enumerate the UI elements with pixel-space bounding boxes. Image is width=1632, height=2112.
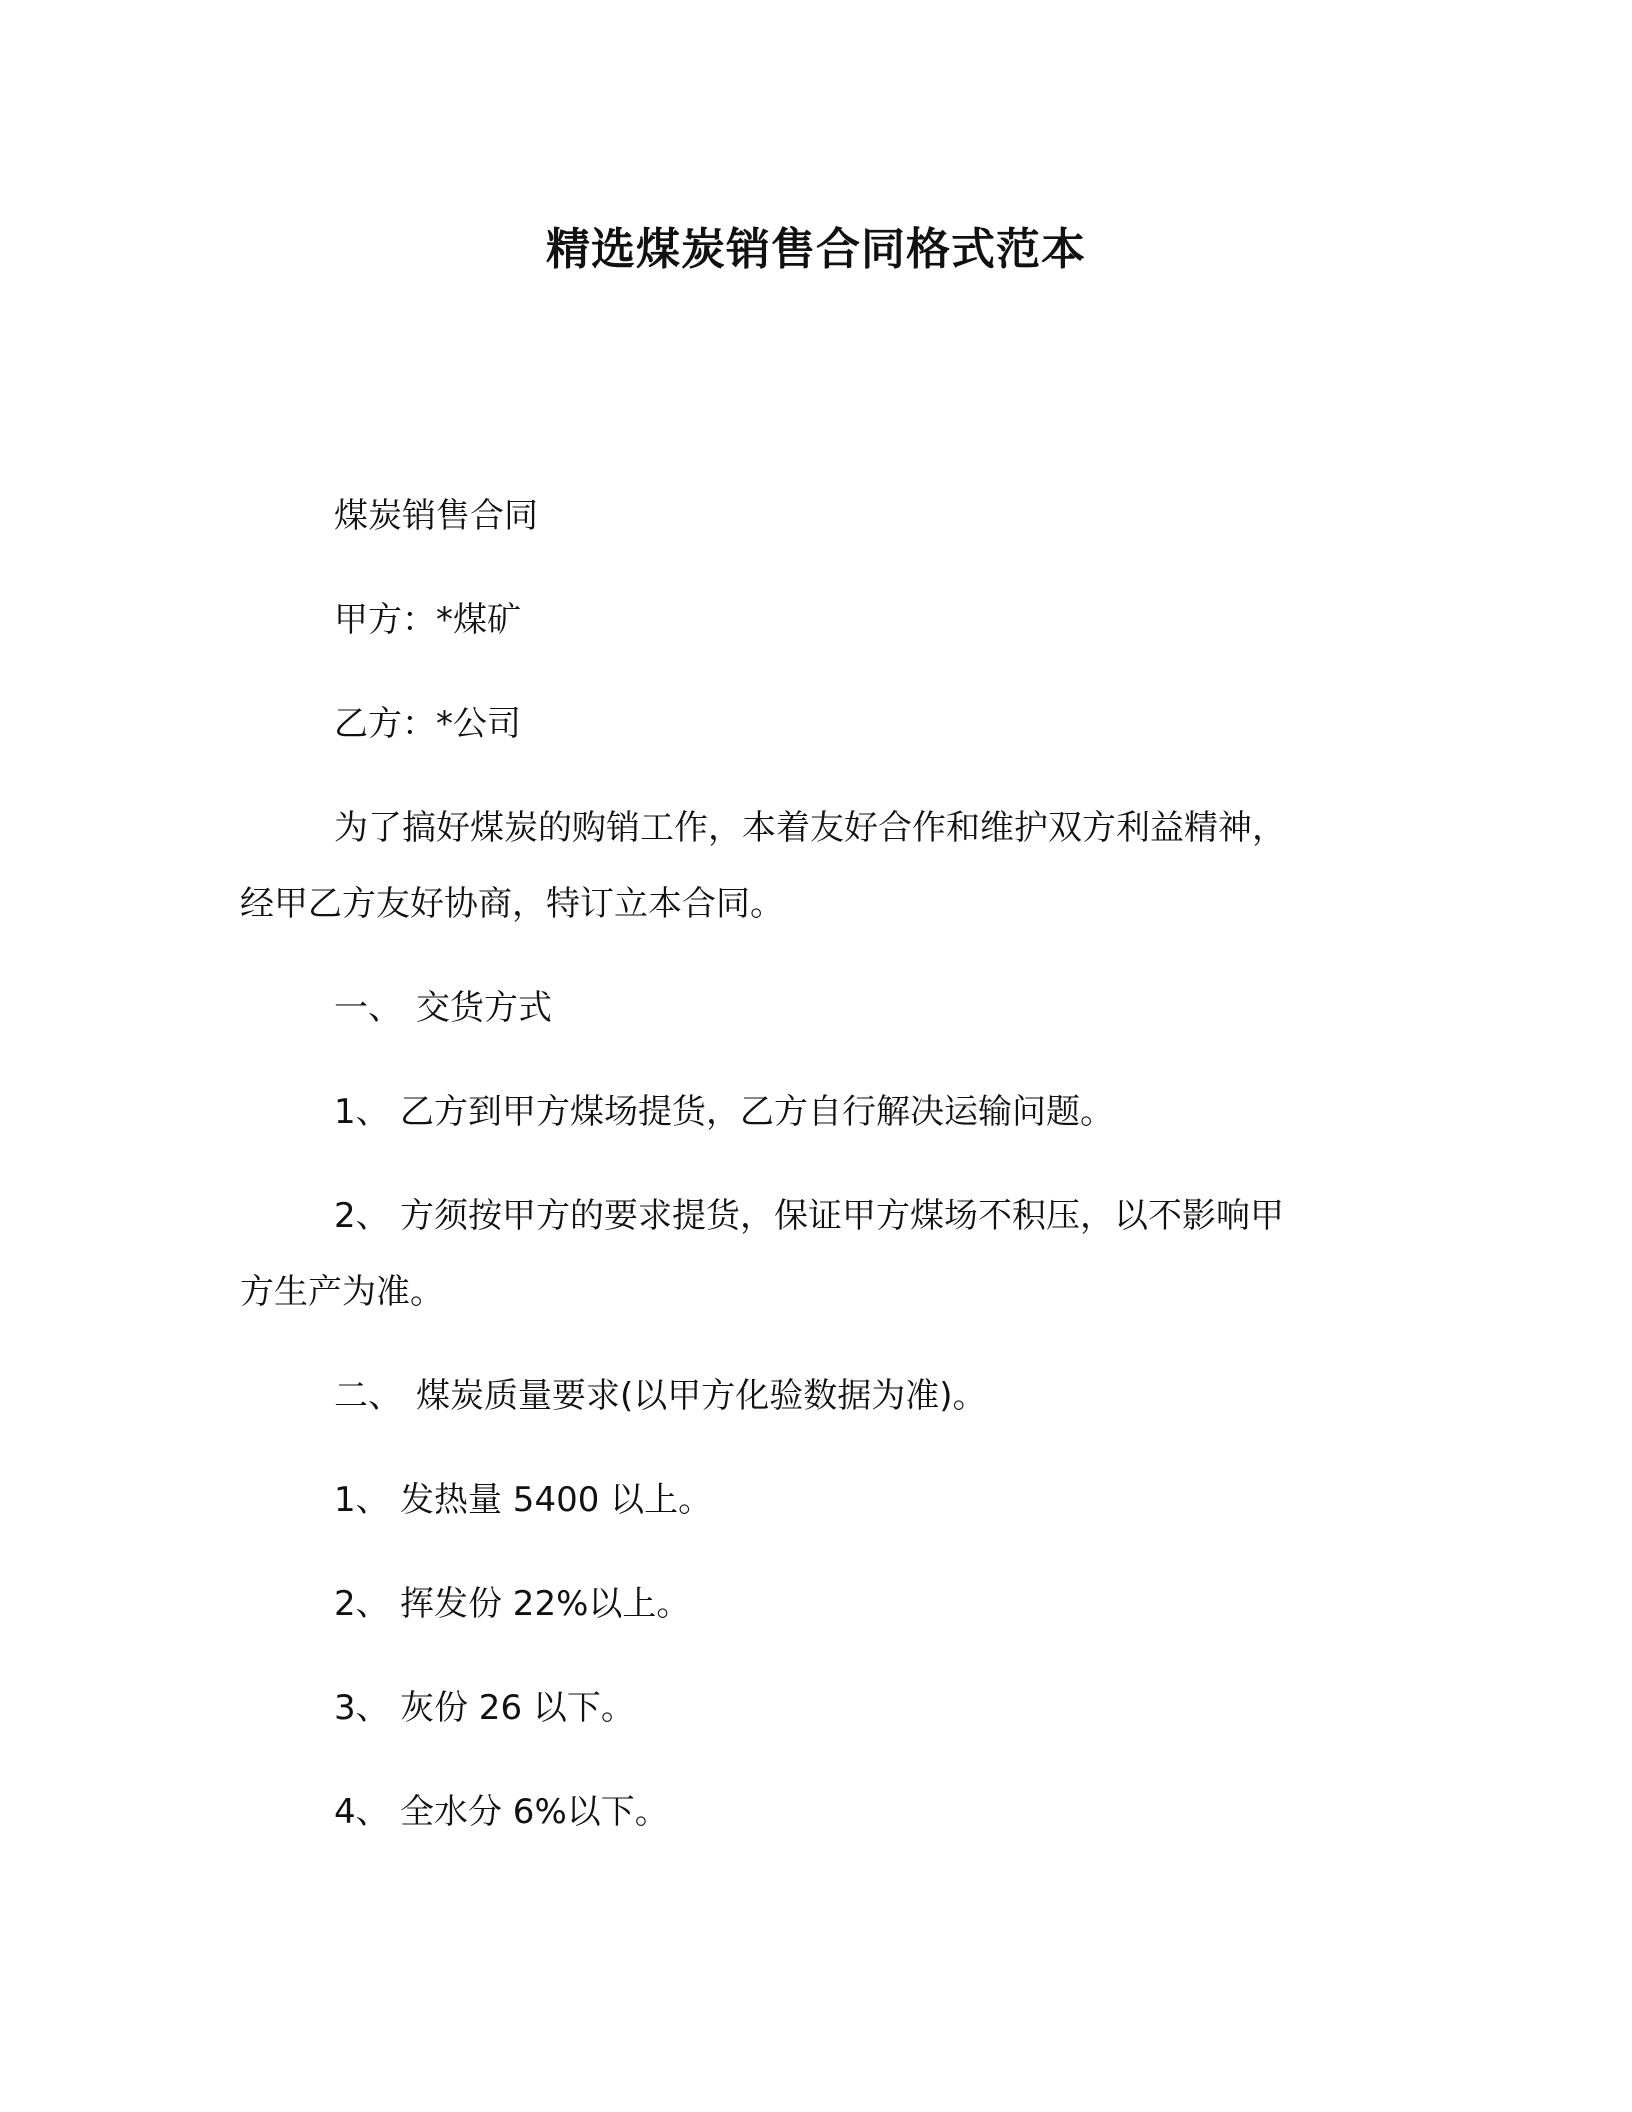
section-2-item-4: [334, 1790, 669, 1834]
section-2-item-3: [334, 1686, 635, 1730]
section-1-number: 一、: [334, 988, 402, 1028]
section-1-item-2-text-line-1: 方须按甲方的要求提货，保证甲方煤场不积压，以不影响甲: [400, 1196, 1284, 1236]
preamble-line-2: 经甲乙方友好协商，特订立本合同。: [240, 884, 784, 924]
section-2-item-3-number: 3、: [334, 1688, 390, 1728]
party-b: 乙方：*公司: [334, 704, 521, 744]
document-title: 精选煤炭销售合同格式范本: [546, 224, 1086, 275]
section-1-title: 交货方式: [416, 988, 552, 1028]
section-2-item-4-number: 4、: [334, 1792, 390, 1832]
section-2-title: 煤炭质量要求(以甲方化验数据为准)。: [416, 1376, 987, 1416]
section-2-item-4-text: 全水分 6%以下。: [400, 1792, 669, 1832]
section-1-item-1-number: 1、: [334, 1092, 390, 1132]
section-1-heading: [334, 986, 552, 1030]
contract-heading: 煤炭销售合同: [334, 496, 538, 536]
section-2-number: 二、: [334, 1376, 402, 1416]
section-2-heading: [334, 1374, 987, 1418]
section-2-item-2: [334, 1582, 690, 1626]
preamble-line-1: 为了搞好煤炭的购销工作，本着友好合作和维护双方利益精神，: [334, 808, 1286, 848]
section-2-item-1-text: 发热量 5400 以上。: [400, 1480, 713, 1520]
section-1-item-1: [334, 1090, 1114, 1134]
section-1-item-2-text-line-2: 方生产为准。: [240, 1272, 444, 1312]
party-a: 甲方：*煤矿: [334, 600, 521, 640]
section-1-item-1-text: 乙方到甲方煤场提货，乙方自行解决运输问题。: [400, 1092, 1114, 1132]
section-2-item-1-number: 1、: [334, 1480, 390, 1520]
section-2-item-3-text: 灰份 26 以下。: [400, 1688, 635, 1728]
section-2-item-1: [334, 1478, 712, 1522]
section-2-item-2-text: 挥发份 22%以上。: [400, 1584, 691, 1624]
section-1-item-2: [334, 1194, 1284, 1238]
section-2-item-2-number: 2、: [334, 1584, 390, 1624]
section-1-item-2-number: 2、: [334, 1196, 390, 1236]
